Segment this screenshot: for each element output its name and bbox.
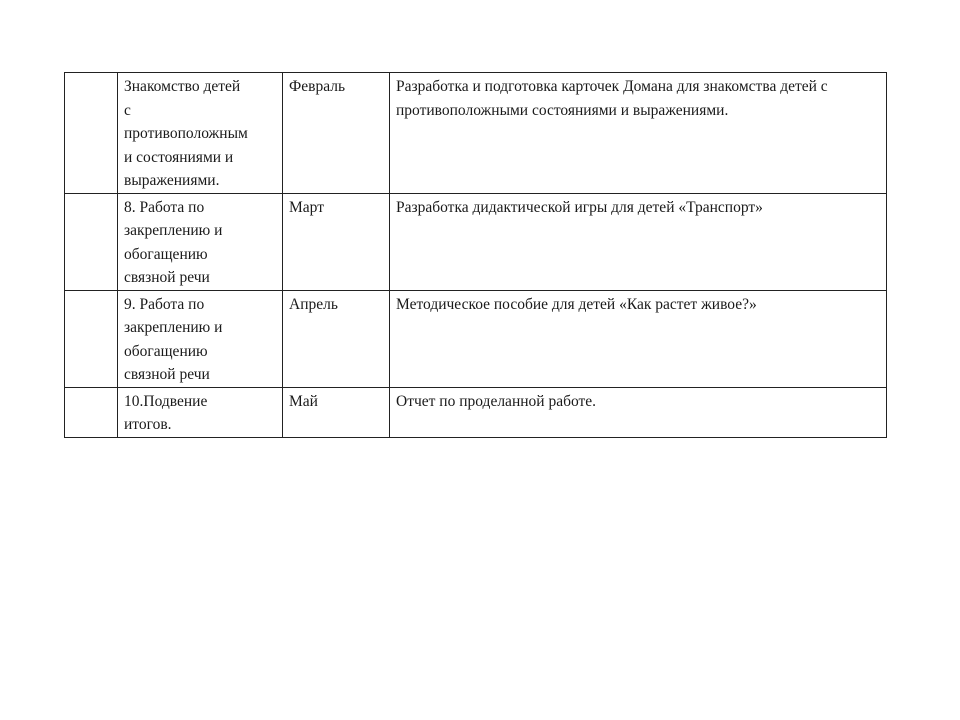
table-row <box>65 290 887 387</box>
month-cell: Апрель <box>283 290 390 387</box>
number-cell <box>65 73 118 194</box>
month-cell: Май <box>283 387 390 437</box>
topic-cell: Знакомство детей с противоположным и состояниями и выражениями. <box>118 73 283 194</box>
number-cell <box>65 290 118 387</box>
month-cell: Февраль <box>283 73 390 194</box>
table-row <box>65 193 887 290</box>
month-cell: Март <box>283 193 390 290</box>
work-cell: Разработка и подготовка карточек Домана для знакомства детей с противоположными состояниями и выражениями. <box>390 73 887 194</box>
topic-cell: 10.Подвение итогов. <box>118 387 283 437</box>
plan-table <box>64 72 887 438</box>
work-cell: Разработка дидактической игры для детей «Транспорт» <box>390 193 887 290</box>
topic-cell: 8. Работа по закреплению и обогащению связной речи <box>118 193 283 290</box>
work-cell: Отчет по проделанной работе. <box>390 387 887 437</box>
number-cell <box>65 387 118 437</box>
number-cell <box>65 193 118 290</box>
table-row <box>65 387 887 437</box>
topic-cell: 9. Работа по закреплению и обогащению связной речи <box>118 290 283 387</box>
table-row <box>65 73 887 194</box>
work-cell: Методическое пособие для детей «Как растет живое?» <box>390 290 887 387</box>
